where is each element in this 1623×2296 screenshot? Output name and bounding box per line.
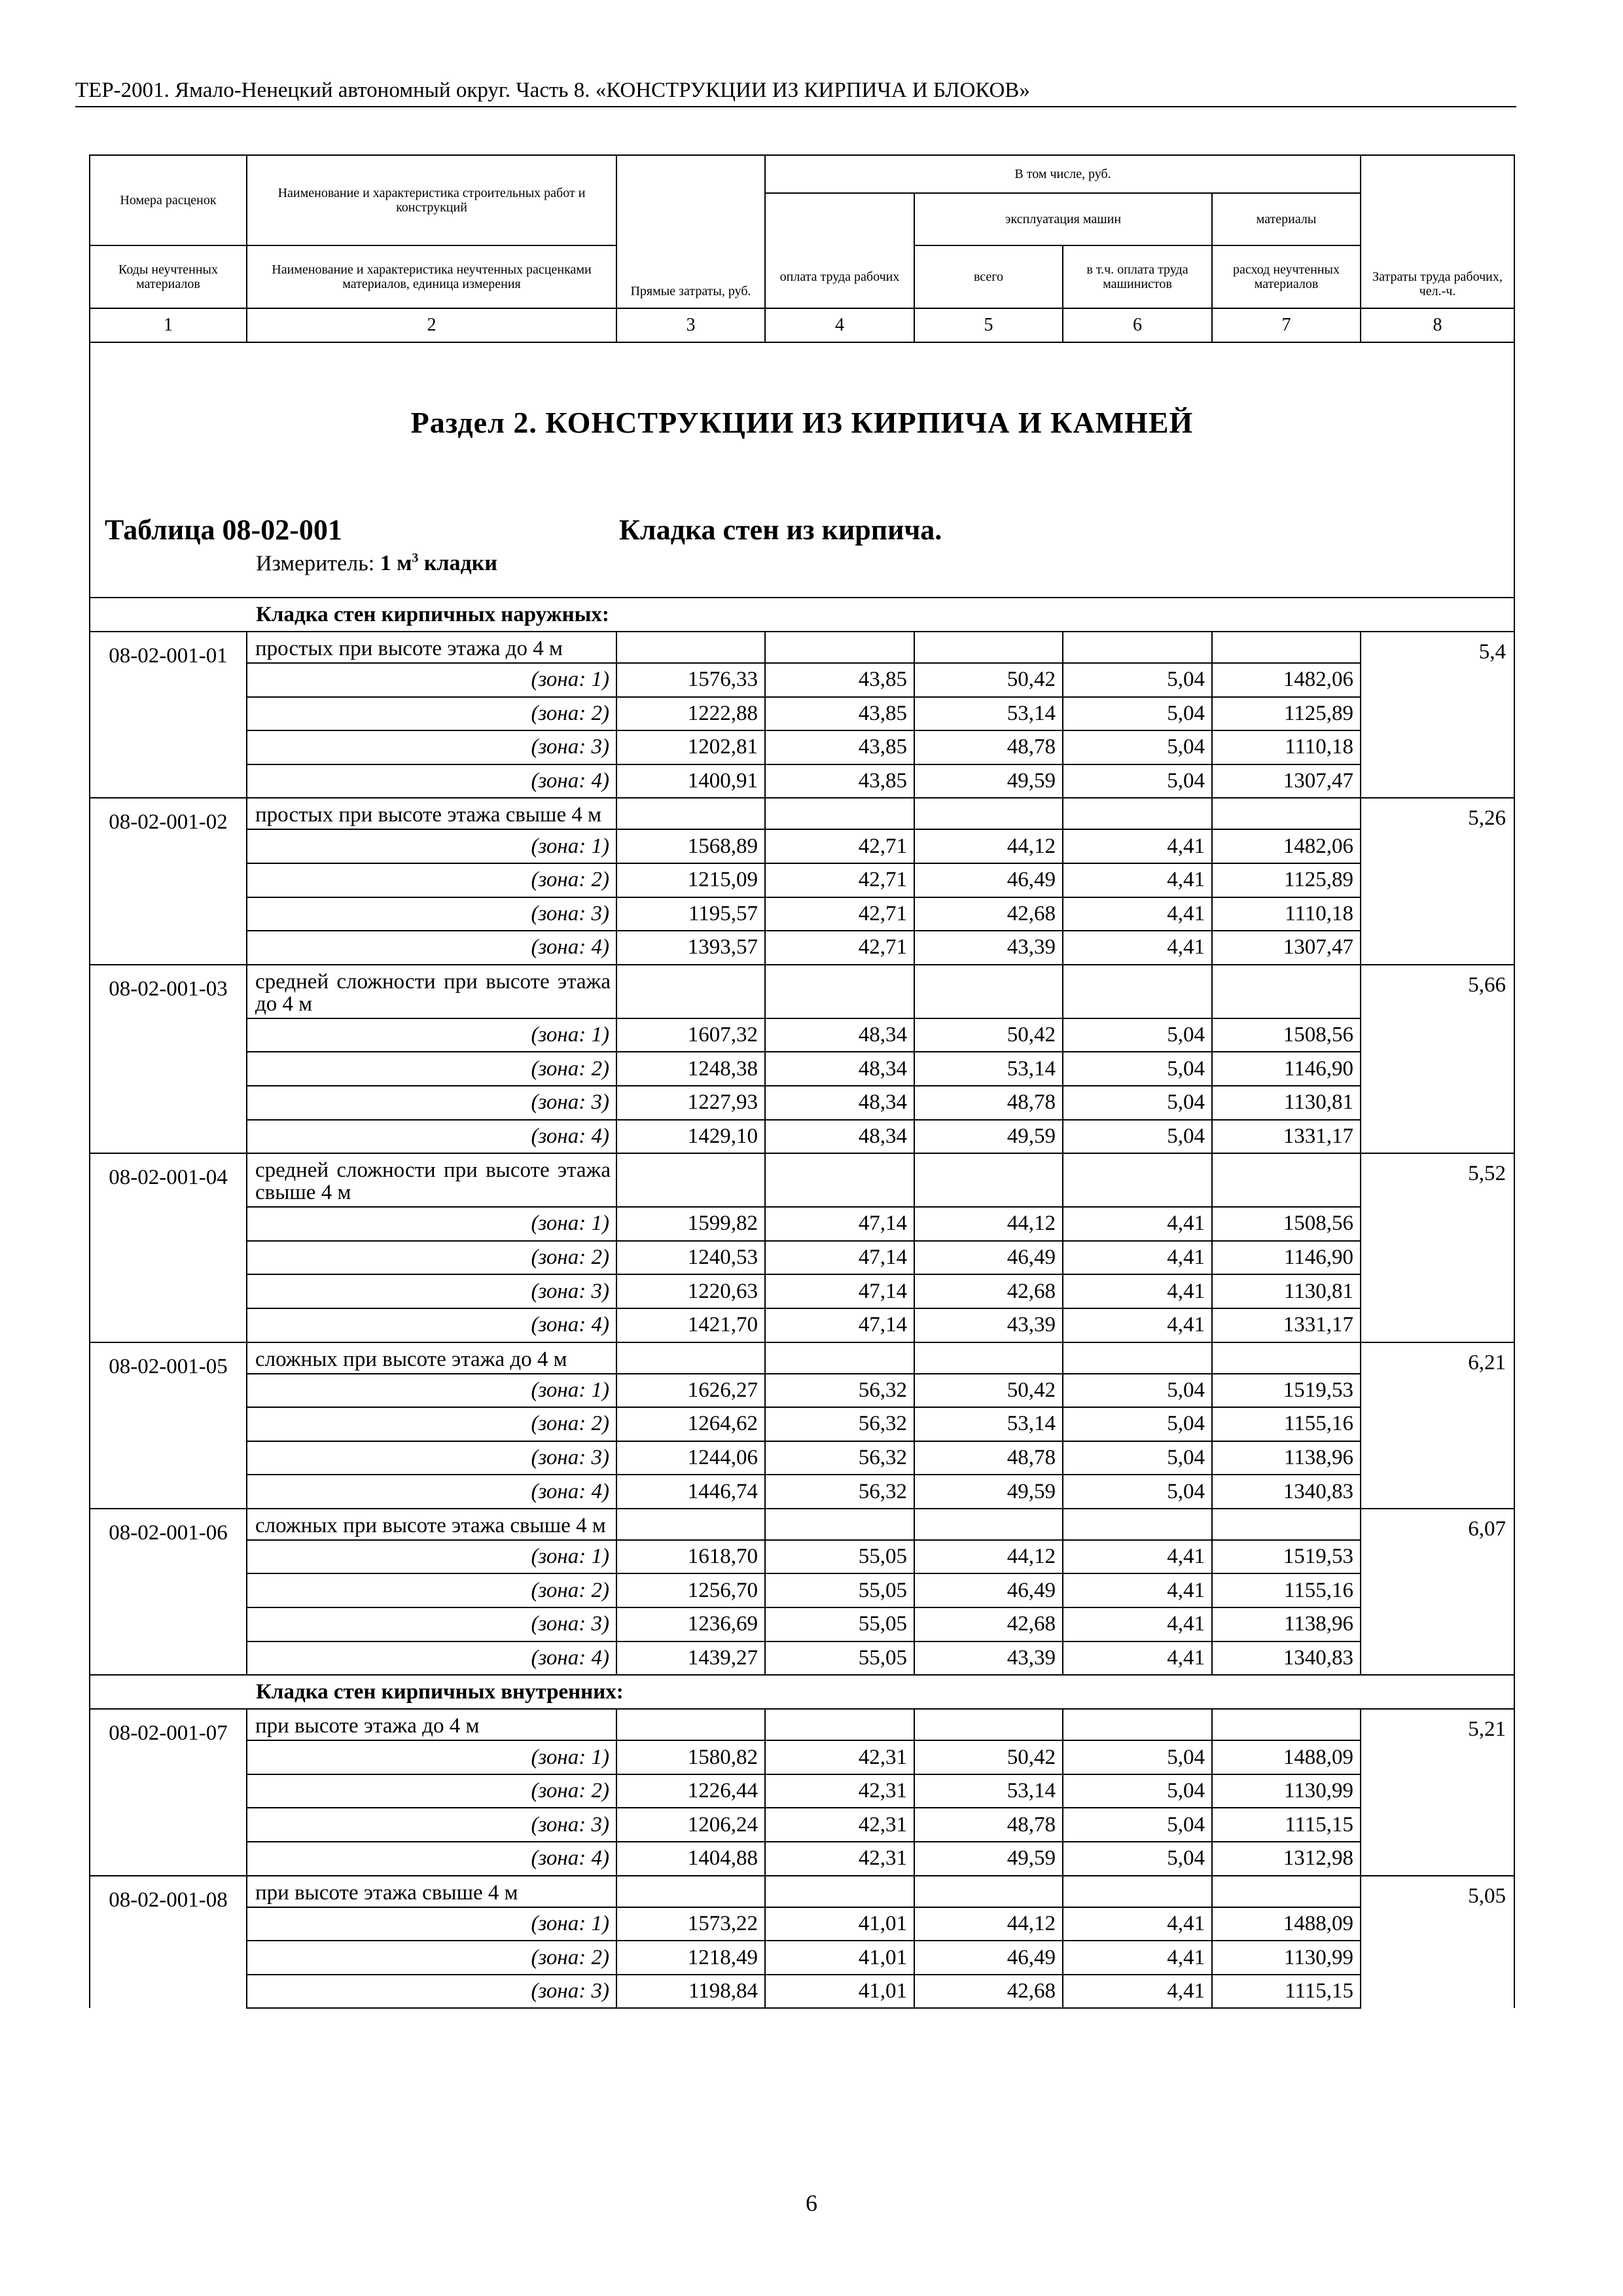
- material-use: 1488,09: [1212, 1740, 1361, 1774]
- zone-row: [90, 1842, 1514, 1876]
- material-use: 1519,53: [1212, 1374, 1361, 1408]
- labor-cost: 5,05: [1361, 1876, 1514, 2009]
- worker-pay: 42,71: [765, 897, 914, 931]
- direct-cost: 1222,88: [616, 697, 765, 731]
- material-use: 1110,18: [1212, 730, 1361, 764]
- worker-pay: 55,05: [765, 1573, 914, 1607]
- zone-row: [90, 1274, 1514, 1308]
- worker-pay: 56,32: [765, 1441, 914, 1475]
- material-use: 1125,89: [1212, 697, 1361, 731]
- materials-header: материалы: [1212, 193, 1361, 245]
- labor-cost: 5,26: [1361, 798, 1514, 964]
- zone-row: [90, 1941, 1514, 1975]
- column-number: 6: [1063, 308, 1212, 342]
- col2-top-header: Наименование и характеристика строительных работ и конструкций: [247, 155, 616, 245]
- including-header: В том числе, руб.: [765, 155, 1361, 193]
- material-use: 1115,15: [1212, 1975, 1361, 2009]
- direct-cost: 1429,10: [616, 1120, 765, 1154]
- machinist-pay: 5,04: [1063, 1018, 1212, 1052]
- zone-label: (зона: 1): [247, 1207, 616, 1241]
- direct-cost: 1227,93: [616, 1086, 765, 1120]
- rate-row: [90, 1509, 1514, 1540]
- machine-total: 44,12: [914, 1207, 1063, 1241]
- machine-total: 48,78: [914, 1808, 1063, 1842]
- rate-row: [90, 1709, 1514, 1740]
- direct-cost: 1198,84: [616, 1975, 765, 2009]
- zone-label: (зона: 2): [247, 1241, 616, 1275]
- machine-total: 44,12: [914, 829, 1063, 863]
- machine-total: 46,49: [914, 1573, 1063, 1607]
- machinist-pay: 4,41: [1063, 829, 1212, 863]
- material-use: 1307,47: [1212, 931, 1361, 965]
- rate-row: [90, 798, 1514, 829]
- zone-label: (зона: 3): [247, 1607, 616, 1641]
- machinist-pay: 4,41: [1063, 1241, 1212, 1275]
- machinist-pay: 5,04: [1063, 1120, 1212, 1154]
- zone-row: [90, 663, 1514, 697]
- rate-description: сложных при высоте этажа свыше 4 м: [247, 1509, 616, 1540]
- column-number: 3: [616, 308, 765, 342]
- zone-label: (зона: 1): [247, 1740, 616, 1774]
- material-use: 1331,17: [1212, 1308, 1361, 1342]
- zone-row: [90, 1308, 1514, 1342]
- worker-pay: 55,05: [765, 1641, 914, 1676]
- material-use: 1125,89: [1212, 863, 1361, 897]
- zone-row: [90, 1607, 1514, 1641]
- col6-header: в т.ч. оплата труда машинистов: [1063, 245, 1212, 308]
- zone-label: (зона: 4): [247, 1475, 616, 1509]
- zone-row: [90, 1374, 1514, 1408]
- worker-pay: 41,01: [765, 1907, 914, 1941]
- worker-pay: 43,85: [765, 730, 914, 764]
- direct-cost: 1568,89: [616, 829, 765, 863]
- machine-total: 46,49: [914, 1941, 1063, 1975]
- machine-total: 48,78: [914, 1441, 1063, 1475]
- machine-total: 53,14: [914, 697, 1063, 731]
- machinist-pay: 4,41: [1063, 931, 1212, 965]
- rate-code: 08-02-001-08: [90, 1876, 247, 2009]
- machinist-pay: 5,04: [1063, 1441, 1212, 1475]
- machine-total: 53,14: [914, 1774, 1063, 1808]
- machinist-pay: 4,41: [1063, 1607, 1212, 1641]
- direct-cost: 1400,91: [616, 764, 765, 798]
- zone-label: (зона: 1): [247, 1374, 616, 1408]
- worker-pay: 43,85: [765, 697, 914, 731]
- material-use: 1312,98: [1212, 1842, 1361, 1876]
- machine-total: 50,42: [914, 1740, 1063, 1774]
- zone-label: (зона: 2): [247, 1407, 616, 1441]
- machine-total: 50,42: [914, 1374, 1063, 1408]
- material-use: 1155,16: [1212, 1573, 1361, 1607]
- table-id: Таблица 08-02-001: [105, 514, 342, 546]
- zone-row: [90, 863, 1514, 897]
- machine-total: 43,39: [914, 931, 1063, 965]
- material-use: 1130,99: [1212, 1941, 1361, 1975]
- worker-pay: 56,32: [765, 1374, 914, 1408]
- direct-cost: 1202,81: [616, 730, 765, 764]
- measure-unit: Измеритель: 1 $м^3$ кладки: [256, 551, 497, 576]
- rate-code: 08-02-001-03: [90, 965, 247, 1153]
- worker-pay: 47,14: [765, 1241, 914, 1275]
- worker-pay: 42,31: [765, 1740, 914, 1774]
- machinist-pay: 5,04: [1063, 1374, 1212, 1408]
- zone-row: [90, 1441, 1514, 1475]
- machinist-pay: 5,04: [1063, 1808, 1212, 1842]
- rate-code: 08-02-001-04: [90, 1153, 247, 1342]
- worker-pay: 42,71: [765, 863, 914, 897]
- machinist-pay: 5,04: [1063, 697, 1212, 731]
- machinist-pay: 5,04: [1063, 1740, 1212, 1774]
- direct-cost: 1393,57: [616, 931, 765, 965]
- machine-total: 46,49: [914, 863, 1063, 897]
- material-use: 1146,90: [1212, 1052, 1361, 1086]
- column-number: 1: [90, 308, 247, 342]
- worker-pay: 48,34: [765, 1018, 914, 1052]
- direct-cost: 1206,24: [616, 1808, 765, 1842]
- machine-total: 48,78: [914, 730, 1063, 764]
- machinist-pay: 5,04: [1063, 764, 1212, 798]
- zone-label: (зона: 4): [247, 1120, 616, 1154]
- direct-cost: 1446,74: [616, 1475, 765, 1509]
- machine-total: 49,59: [914, 764, 1063, 798]
- machine-total: 53,14: [914, 1052, 1063, 1086]
- rate-description: средней сложности при высоте этажа до 4 м: [247, 965, 616, 1018]
- machinist-pay: 4,41: [1063, 897, 1212, 931]
- zone-label: (зона: 4): [247, 1842, 616, 1876]
- machinist-pay: 5,04: [1063, 1842, 1212, 1876]
- direct-cost: 1626,27: [616, 1374, 765, 1408]
- worker-pay: 48,34: [765, 1052, 914, 1086]
- machinist-pay: 4,41: [1063, 1941, 1212, 1975]
- material-use: 1130,81: [1212, 1086, 1361, 1120]
- column-number: 7: [1212, 308, 1361, 342]
- material-use: 1146,90: [1212, 1241, 1361, 1275]
- direct-cost: 1244,06: [616, 1441, 765, 1475]
- worker-pay: 48,34: [765, 1120, 914, 1154]
- rate-row: [90, 632, 1514, 663]
- material-use: 1482,06: [1212, 663, 1361, 697]
- material-use: 1482,06: [1212, 829, 1361, 863]
- zone-row: [90, 1808, 1514, 1842]
- zone-label: (зона: 3): [247, 1274, 616, 1308]
- labor-cost: 5,4: [1361, 632, 1514, 798]
- col3-header: Прямые затраты, руб.: [616, 155, 765, 308]
- zone-row: [90, 931, 1514, 965]
- rate-code: 08-02-001-02: [90, 798, 247, 964]
- zone-label: (зона: 1): [247, 663, 616, 697]
- zone-row: [90, 1207, 1514, 1241]
- machine-total: 49,59: [914, 1120, 1063, 1154]
- machinist-pay: 5,04: [1063, 730, 1212, 764]
- machinist-pay: 4,41: [1063, 1274, 1212, 1308]
- machinist-pay: 5,04: [1063, 1052, 1212, 1086]
- zone-row: [90, 1573, 1514, 1607]
- worker-pay: 43,85: [765, 764, 914, 798]
- zone-label: (зона: 2): [247, 863, 616, 897]
- worker-pay: 42,31: [765, 1842, 914, 1876]
- zone-label: (зона: 3): [247, 1808, 616, 1842]
- material-use: 1488,09: [1212, 1907, 1361, 1941]
- col1-top-header: Номера расценок: [90, 155, 247, 245]
- section-title: Раздел 2. КОНСТРУКЦИИ ИЗ КИРПИЧА И КАМНЕЙ: [410, 406, 1194, 439]
- zone-label: (зона: 3): [247, 897, 616, 931]
- material-use: 1307,47: [1212, 764, 1361, 798]
- labor-cost: 6,21: [1361, 1342, 1514, 1509]
- direct-cost: 1618,70: [616, 1540, 765, 1574]
- labor-cost: 5,21: [1361, 1709, 1514, 1875]
- worker-pay: 48,34: [765, 1086, 914, 1120]
- machine-total: 50,42: [914, 663, 1063, 697]
- zone-label: (зона: 1): [247, 1540, 616, 1574]
- rate-description: простых при высоте этажа свыше 4 м: [247, 798, 616, 829]
- zone-label: (зона: 2): [247, 697, 616, 731]
- zone-label: (зона: 1): [247, 1018, 616, 1052]
- rate-description: сложных при высоте этажа до 4 м: [247, 1342, 616, 1374]
- zone-label: (зона: 2): [247, 1052, 616, 1086]
- worker-pay: 42,31: [765, 1774, 914, 1808]
- zone-row: [90, 1241, 1514, 1275]
- price-table: [89, 154, 1515, 2009]
- machinist-pay: 4,41: [1063, 1207, 1212, 1241]
- direct-cost: 1421,70: [616, 1308, 765, 1342]
- direct-cost: 1599,82: [616, 1207, 765, 1241]
- machine-total: 42,68: [914, 897, 1063, 931]
- machine-total: 50,42: [914, 1018, 1063, 1052]
- machine-total: 43,39: [914, 1641, 1063, 1676]
- material-use: 1130,81: [1212, 1274, 1361, 1308]
- worker-pay: 42,31: [765, 1808, 914, 1842]
- machinist-pay: 4,41: [1063, 1308, 1212, 1342]
- zone-row: [90, 897, 1514, 931]
- machine-total: 42,68: [914, 1607, 1063, 1641]
- direct-cost: 1439,27: [616, 1641, 765, 1676]
- zone-row: [90, 730, 1514, 764]
- worker-pay: 56,32: [765, 1407, 914, 1441]
- worker-pay: 41,01: [765, 1941, 914, 1975]
- machinist-pay: 5,04: [1063, 1475, 1212, 1509]
- machine-total: 42,68: [914, 1274, 1063, 1308]
- machinist-pay: 5,04: [1063, 1774, 1212, 1808]
- zone-row: [90, 1018, 1514, 1052]
- running-header: ТЕР-2001. Ямало-Ненецкий автономный округ. Часть 8. «КОНСТРУКЦИИ ИЗ КИРПИЧА И БЛОКОВ»: [75, 77, 1516, 107]
- machinist-pay: 4,41: [1063, 1573, 1212, 1607]
- material-use: 1340,83: [1212, 1475, 1361, 1509]
- material-use: 1519,53: [1212, 1540, 1361, 1574]
- worker-pay: 47,14: [765, 1308, 914, 1342]
- zone-row: [90, 1774, 1514, 1808]
- material-use: 1130,99: [1212, 1774, 1361, 1808]
- zone-row: [90, 1907, 1514, 1941]
- worker-pay: 56,32: [765, 1475, 914, 1509]
- zone-label: (зона: 4): [247, 764, 616, 798]
- zone-label: (зона: 3): [247, 1975, 616, 2009]
- col2-bottom-header: Наименование и характеристика неучтенных расценками материалов, единица измерения: [247, 245, 616, 308]
- zone-row: [90, 1975, 1514, 2009]
- direct-cost: 1256,70: [616, 1573, 765, 1607]
- col1-bottom-header: Коды неучтенных материалов: [90, 245, 247, 308]
- material-use: 1508,56: [1212, 1018, 1361, 1052]
- zone-row: [90, 1540, 1514, 1574]
- zone-label: (зона: 3): [247, 1086, 616, 1120]
- rate-description: при высоте этажа свыше 4 м: [247, 1876, 616, 1907]
- material-use: 1155,16: [1212, 1407, 1361, 1441]
- zone-label: (зона: 4): [247, 931, 616, 965]
- material-use: 1110,18: [1212, 897, 1361, 931]
- section-block: [90, 342, 1514, 598]
- zone-row: [90, 1641, 1514, 1676]
- material-use: 1115,15: [1212, 1808, 1361, 1842]
- material-use: 1508,56: [1212, 1207, 1361, 1241]
- zone-row: [90, 697, 1514, 731]
- direct-cost: 1240,53: [616, 1241, 765, 1275]
- machine-total: 48,78: [914, 1086, 1063, 1120]
- rate-description: при высоте этажа до 4 м: [247, 1709, 616, 1740]
- column-numbers-row: [90, 308, 1514, 342]
- page-number: 6: [806, 2190, 817, 2216]
- rate-description: простых при высоте этажа до 4 м: [247, 632, 616, 663]
- zone-label: (зона: 3): [247, 730, 616, 764]
- machinist-pay: 4,41: [1063, 863, 1212, 897]
- labor-cost: 5,66: [1361, 965, 1514, 1153]
- table-name: Кладка стен из кирпича.: [619, 514, 942, 546]
- labor-cost: 5,52: [1361, 1153, 1514, 1342]
- zone-row: [90, 1120, 1514, 1154]
- zone-label: (зона: 1): [247, 829, 616, 863]
- machinist-pay: 4,41: [1063, 1540, 1212, 1574]
- worker-pay: 42,71: [765, 829, 914, 863]
- zone-row: [90, 1086, 1514, 1120]
- group-heading: Кладка стен кирпичных наружных:: [90, 598, 1514, 632]
- direct-cost: 1215,09: [616, 863, 765, 897]
- rate-description: средней сложности при высоте этажа свыше 4 м: [247, 1153, 616, 1207]
- col8-header: Затраты труда рабочих, чел.-ч.: [1361, 155, 1514, 308]
- direct-cost: 1404,88: [616, 1842, 765, 1876]
- direct-cost: 1236,69: [616, 1607, 765, 1641]
- machine-total: 46,49: [914, 1241, 1063, 1275]
- rate-code: 08-02-001-05: [90, 1342, 247, 1509]
- worker-pay: 42,71: [765, 931, 914, 965]
- machine-total: 43,39: [914, 1308, 1063, 1342]
- direct-cost: 1220,63: [616, 1274, 765, 1308]
- machinist-pay: 4,41: [1063, 1975, 1212, 2009]
- machine-total: 49,59: [914, 1475, 1063, 1509]
- machine-total: 42,68: [914, 1975, 1063, 2009]
- zone-row: [90, 1740, 1514, 1774]
- column-number: 8: [1361, 308, 1514, 342]
- zone-label: (зона: 2): [247, 1573, 616, 1607]
- rate-code: 08-02-001-07: [90, 1709, 247, 1875]
- worker-pay: 55,05: [765, 1607, 914, 1641]
- zone-label: (зона: 3): [247, 1441, 616, 1475]
- worker-pay: 43,85: [765, 663, 914, 697]
- worker-pay: 55,05: [765, 1540, 914, 1574]
- machine-total: 53,14: [914, 1407, 1063, 1441]
- zone-row: [90, 764, 1514, 798]
- material-use: 1331,17: [1212, 1120, 1361, 1154]
- rate-code: 08-02-001-06: [90, 1509, 247, 1675]
- zone-label: (зона: 4): [247, 1308, 616, 1342]
- rate-row: [90, 1153, 1514, 1207]
- worker-pay: 47,14: [765, 1274, 914, 1308]
- worker-pay: 47,14: [765, 1207, 914, 1241]
- column-number: 4: [765, 308, 914, 342]
- material-use: 1138,96: [1212, 1607, 1361, 1641]
- machine-total: 49,59: [914, 1842, 1063, 1876]
- direct-cost: 1226,44: [616, 1774, 765, 1808]
- machine-total: 44,12: [914, 1540, 1063, 1574]
- machines-header: эксплуатация машин: [914, 193, 1212, 245]
- col5-header: всего: [914, 245, 1063, 308]
- zone-row: [90, 1407, 1514, 1441]
- worker-pay: 41,01: [765, 1975, 914, 2009]
- direct-cost: 1218,49: [616, 1941, 765, 1975]
- col7-header: расход неучтенных материалов: [1212, 245, 1361, 308]
- zone-label: (зона: 2): [247, 1774, 616, 1808]
- material-use: 1340,83: [1212, 1641, 1361, 1676]
- direct-cost: 1580,82: [616, 1740, 765, 1774]
- zone-label: (зона: 1): [247, 1907, 616, 1941]
- direct-cost: 1195,57: [616, 897, 765, 931]
- col4-header: оплата труда рабочих: [765, 245, 914, 308]
- machinist-pay: 5,04: [1063, 1086, 1212, 1120]
- machinist-pay: 5,04: [1063, 663, 1212, 697]
- direct-cost: 1248,38: [616, 1052, 765, 1086]
- rate-row: [90, 1342, 1514, 1374]
- labor-cost: 6,07: [1361, 1509, 1514, 1675]
- direct-cost: 1607,32: [616, 1018, 765, 1052]
- machinist-pay: 4,41: [1063, 1641, 1212, 1676]
- machinist-pay: 5,04: [1063, 1407, 1212, 1441]
- column-number: 5: [914, 308, 1063, 342]
- direct-cost: 1573,22: [616, 1907, 765, 1941]
- rate-code: 08-02-001-01: [90, 632, 247, 798]
- zone-row: [90, 1052, 1514, 1086]
- machine-total: 44,12: [914, 1907, 1063, 1941]
- rate-row: [90, 1876, 1514, 1907]
- zone-row: [90, 829, 1514, 863]
- rate-row: [90, 965, 1514, 1018]
- machinist-pay: 4,41: [1063, 1907, 1212, 1941]
- material-use: 1138,96: [1212, 1441, 1361, 1475]
- column-number: 2: [247, 308, 616, 342]
- zone-label: (зона: 4): [247, 1641, 616, 1676]
- zone-label: (зона: 2): [247, 1941, 616, 1975]
- direct-cost: 1264,62: [616, 1407, 765, 1441]
- zone-row: [90, 1475, 1514, 1509]
- direct-cost: 1576,33: [616, 663, 765, 697]
- group-heading: Кладка стен кирпичных внутренних:: [90, 1675, 1514, 1709]
